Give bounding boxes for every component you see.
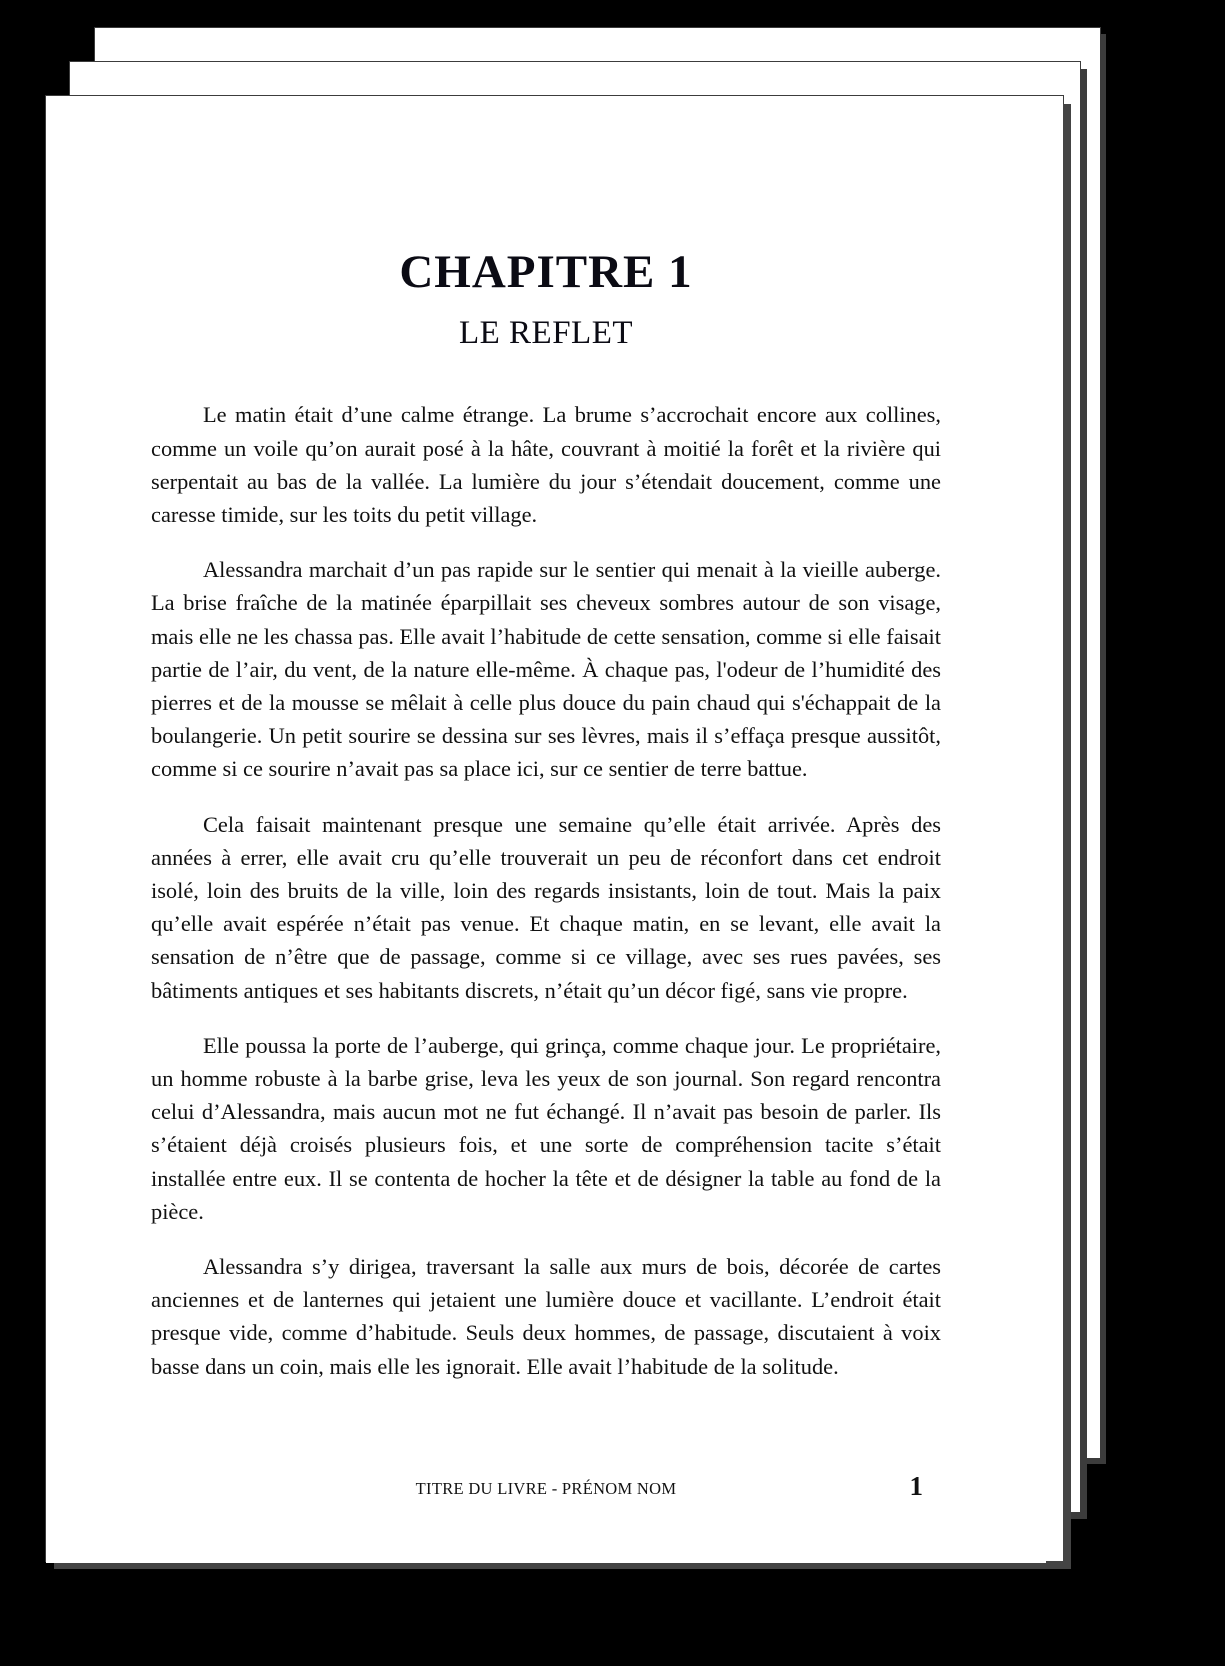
chapter-subtitle: LE REFLET xyxy=(458,315,634,352)
page-footer xyxy=(151,1471,941,1511)
footer-running-title: TITRE DU LIVRE - PRÉNOM NOM xyxy=(415,1479,677,1498)
paragraph: Elle poussa la porte de l’auberge, qui grinça, comme chaque jour. Le propriétaire, un homme robuste à la barbe grise, leva les yeux de son journal. Son regard rencontra celui d’Alessandra, mais aucun mot ne fut échangé. Il n’avait pas besoin de parler. Ils s’étaient déjà croisés plusieurs fois, et une sorte de compréhension tacite s’était installée entre eux. Il se contenta de hocher la tête et de désigner la table au fond de la pièce. xyxy=(151,1032,941,1224)
page-title: CHAPITRE 1 xyxy=(399,246,693,298)
body-text xyxy=(151,398,941,1382)
document-page xyxy=(46,108,1046,1563)
paragraph: Cela faisait maintenant presque une semaine qu’elle était arrivée. Après des années à errer, elle avait cru qu’elle trouverait un peu de réconfort dans cet endroit isolé, loin des bruits de la ville, loin des regards insistants, loin de tout. Mais la paix qu’elle avait espérée n’était pas venue. Et chaque matin, en se levant, elle avait la sensation de n’être que de passage, comme si ce village, avec ses rues pavées, ses bâtiments antiques et ses habitants discrets, n’était qu’un décor figé, sans vie propre. xyxy=(151,811,941,1003)
page-number: 1 xyxy=(909,1471,923,1501)
paragraph: Alessandra marchait d’un pas rapide sur le sentier qui menait à la vieille auberge. La brise fraîche de la matinée éparpillait ses cheveux sombres autour de son visage, mais elle ne les chassa pas. Elle avait l’habitude de cette sensation, comme si elle faisait partie de l’air, du vent, de la nature elle-même. À chaque pas, l'odeur de l’humidité des pierres et de la mousse se mêlait à celle plus douce du pain chaud qui s'échappait de la boulangerie. Un petit sourire se dessina sur ses lèvres, mais il s’effaça presque aussitôt, comme si ce sourire n’avait pas sa place ici, sur ce sentier de terre battue. xyxy=(151,557,941,782)
paragraph: Alessandra s’y dirigea, traversant la salle aux murs de bois, décorée de cartes anciennes et de lanternes qui jetaient une lumière douce et vacillante. L’endroit était presque vide, comme d’habitude. Seuls deux hommes, de passage, discutaient à voix basse dans un coin, mais elle les ignorait. Elle avait l’habitude de la solitude. xyxy=(151,1254,941,1379)
page-content-area xyxy=(151,108,941,1563)
paragraph: Le matin était d’une calme étrange. La brume s’accrochait encore aux collines, comme un voile qu’on aurait posé à la hâte, couvrant à moitié la forêt et la rivière qui serpentait au bas de la vallée. La lumière du jour s’étendait doucement, comme une caresse timide, sur les toits du petit village. xyxy=(151,402,941,527)
